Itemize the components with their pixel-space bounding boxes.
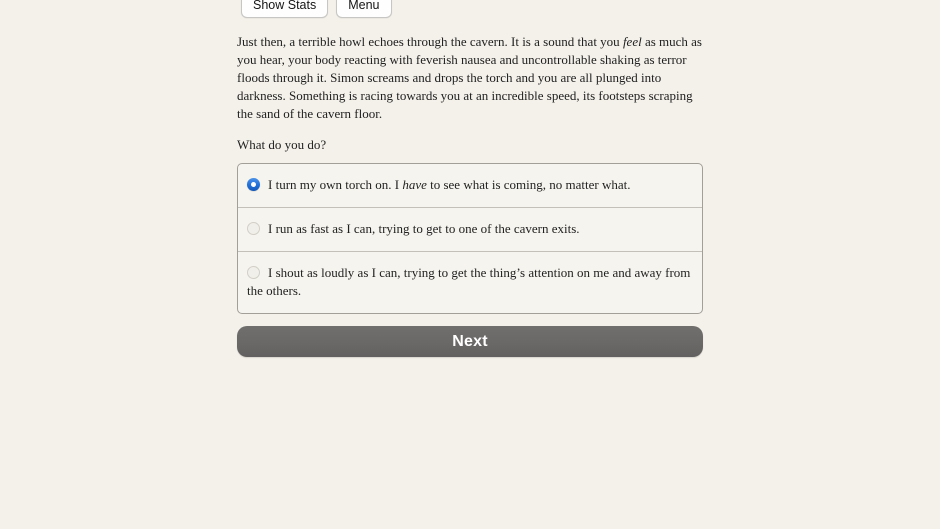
story-prompt: What do you do? [237,137,327,152]
story-italic-word: feel [622,34,642,49]
choice-radio[interactable] [247,266,260,279]
next-button[interactable]: Next [237,326,703,357]
choice-label: I run as fast as I can, trying to get to one of the cavern exits. [268,221,580,236]
menu-button[interactable]: Menu [336,0,391,18]
choice-label: I shout as loudly as I can, trying to get the thing’s attention on me and away from the others. [247,265,691,298]
content-column [237,0,703,357]
choice-italic-word: have [402,177,427,192]
choice-radio[interactable] [247,222,260,235]
choice-option[interactable] [238,207,702,251]
choices-group [237,163,703,314]
choice-text-before: I turn my own torch on. I [268,177,403,192]
show-stats-button[interactable]: Show Stats [241,0,328,18]
story-text-before: Just then, a terrible howl echoes through the cavern. It is a sound that you [237,34,623,49]
story-paragraph [237,33,703,123]
toolbar [237,0,703,18]
choice-text-after: to see what is coming, no matter what. [426,177,631,192]
choice-radio[interactable] [247,178,260,191]
choice-option[interactable] [238,251,702,313]
story-text-after: as much as you hear, your body reacting with feverish nausea and uncontrollable shaking as terror floods through it. Simon screams and drops the torch and you are all plunged into darkness. Something is racing towards you at an incredible speed, its footsteps scraping the sand of the cavern floor. [237,34,702,121]
choice-label [268,177,630,192]
choice-option[interactable] [238,164,702,207]
